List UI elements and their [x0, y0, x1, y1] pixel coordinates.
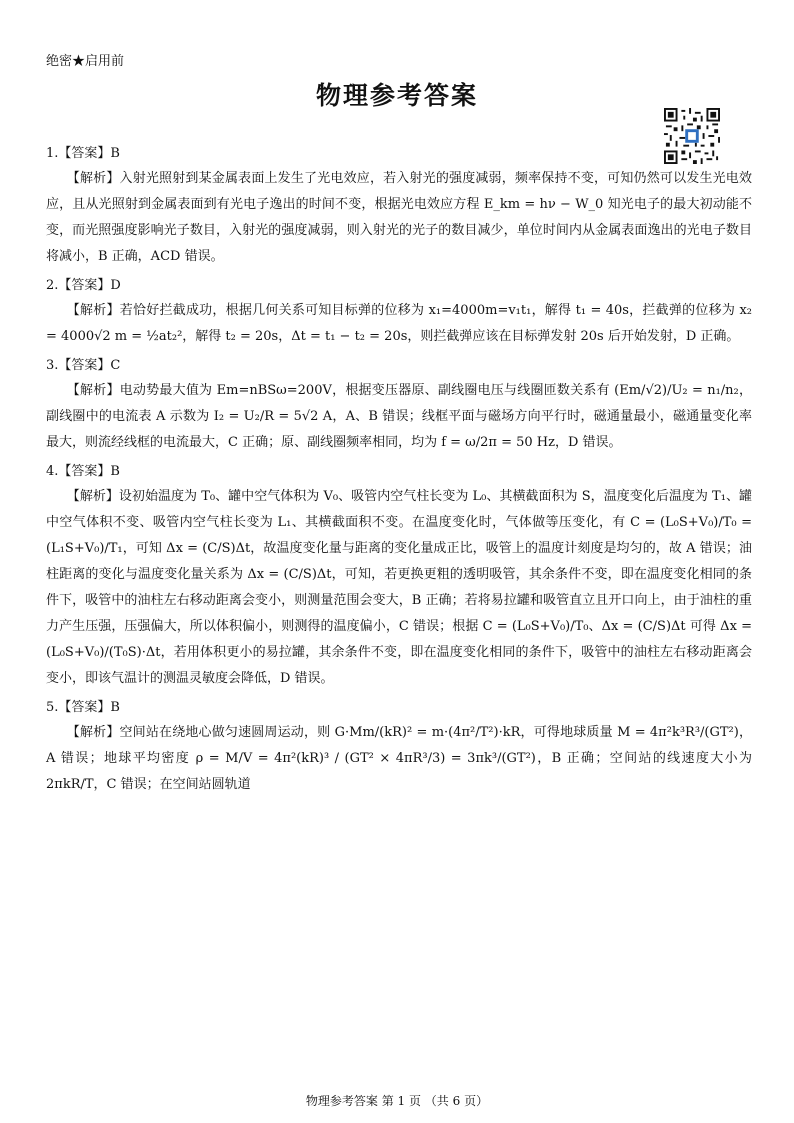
answer-line: 4.【答案】B [46, 464, 120, 479]
question-block [46, 698, 752, 798]
explanation-text: 【解析】设初始温度为 T₀、罐中空气体积为 V₀、吸管内空气柱长变为 L₀、其横截面积为 S，温度变化后温度为 T₁、罐中空气体积不变、吸管内空气柱长变为 L₁、其横截面积不变。在温度变化时，气体做等压变化，有 C = (L₀S+V₀)/T₀ = (L₁S+V₀)/T₁，可知 Δx = (C/S)Δt，故温度变化量与距离的变化量成正比，吸管上的温度计刻度是均匀的，故 A 错误；油柱距离的变化与温度变化量关系为 Δx = (C/S)Δt，可知，若更换更粗的透明吸管，其余条件不变，即在温度变化相同的条件下，吸管中的油柱左右移动距离会变小，则测量范围会变大，B 正确；若将易拉罐和吸管直立且开口向上，由于油柱的重力产生压强，压强偏大，所以体积偏小，则测得的温度偏小，C 错误；根据 C = (L₀S+V₀)/T₀、Δx = (C/S)Δt 可得 Δx = (L₀S+V₀)/(T₀S)·Δt，若用体积更小的易拉罐，其余条件不变，即在温度变化相同的条件下，吸管中的油柱左右移动距离会变小，即该气温计的测温灵敏度会降低，D 错误。 [46, 489, 752, 686]
page-footer: 物理参考答案 第 1 页 （共 6 页） [305, 1094, 489, 1108]
question-block [46, 462, 752, 692]
explanation-text: 【解析】电动势最大值为 Em=nBSω=200V，根据变压器原、副线圈电压与线圈匝数关系有 (Em/√2)/U₂ = n₁/n₂，副线圈中的电流表 A 示数为 I₂ = U₂/R = 5√2 A，A、B 错误；线框平面与磁场方向平行时，磁通量最小，磁通量变化率最大，则流经线框的电流最大，C 正确；原、副线圈频率相同，均为 f = ω/2π = 50 Hz，D 错误。 [46, 383, 752, 450]
answer-line: 2.【答案】D [46, 278, 121, 293]
page-title: 物理参考答案 [315, 81, 478, 110]
answers-list [46, 144, 752, 804]
answer-line: 3.【答案】C [46, 358, 121, 373]
answer-line: 5.【答案】B [46, 700, 120, 715]
question-block [46, 276, 752, 350]
answer-line: 1.【答案】B [46, 146, 120, 161]
question-block [46, 356, 752, 456]
question-block [46, 144, 752, 270]
explanation-text: 【解析】若恰好拦截成功，根据几何关系可知目标弹的位移为 x₁=4000m=v₁t₁，解得 t₁ = 40s，拦截弹的位移为 x₂ = 4000√2 m = ½at₂²，解得 t₂ = 20s，Δt = t₁ − t₂ = 20s，则拦截弹应该在目标弹发射 20s 后开始发射，D 正确。 [46, 303, 752, 344]
explanation-text: 【解析】空间站在绕地心做匀速圆周运动，则 G·Mm/(kR)² = m·(4π²/T²)·kR，可得地球质量 M = 4π²k³R³/(GT²)，A 错误；地球平均密度 ρ = M/V = 4π²(kR)³ / (GT² × 4πR³/3) = 3πk³/(GT²)，B 正确；空间站的线速度大小为 2πkR/T，C 错误；在空间站圆轨道 [46, 725, 752, 792]
explanation-text: 【解析】入射光照射到某金属表面上发生了光电效应，若入射光的强度减弱，频率保持不变，可知仍然可以发生光电效应，且从光照射到金属表面到有光电子逸出的时间不变，根据光电效应方程 E_km = hν − W_0 知光电子的最大初动能不变，而光照强度影响光子数目，入射光的强度减弱，则入射光的光子的数目减少，单位时间内从金属表面逸出的光电子数目将减小，B 正确，ACD 错误。 [46, 171, 752, 264]
confidential-mark: 绝密★启用前 [46, 54, 125, 69]
